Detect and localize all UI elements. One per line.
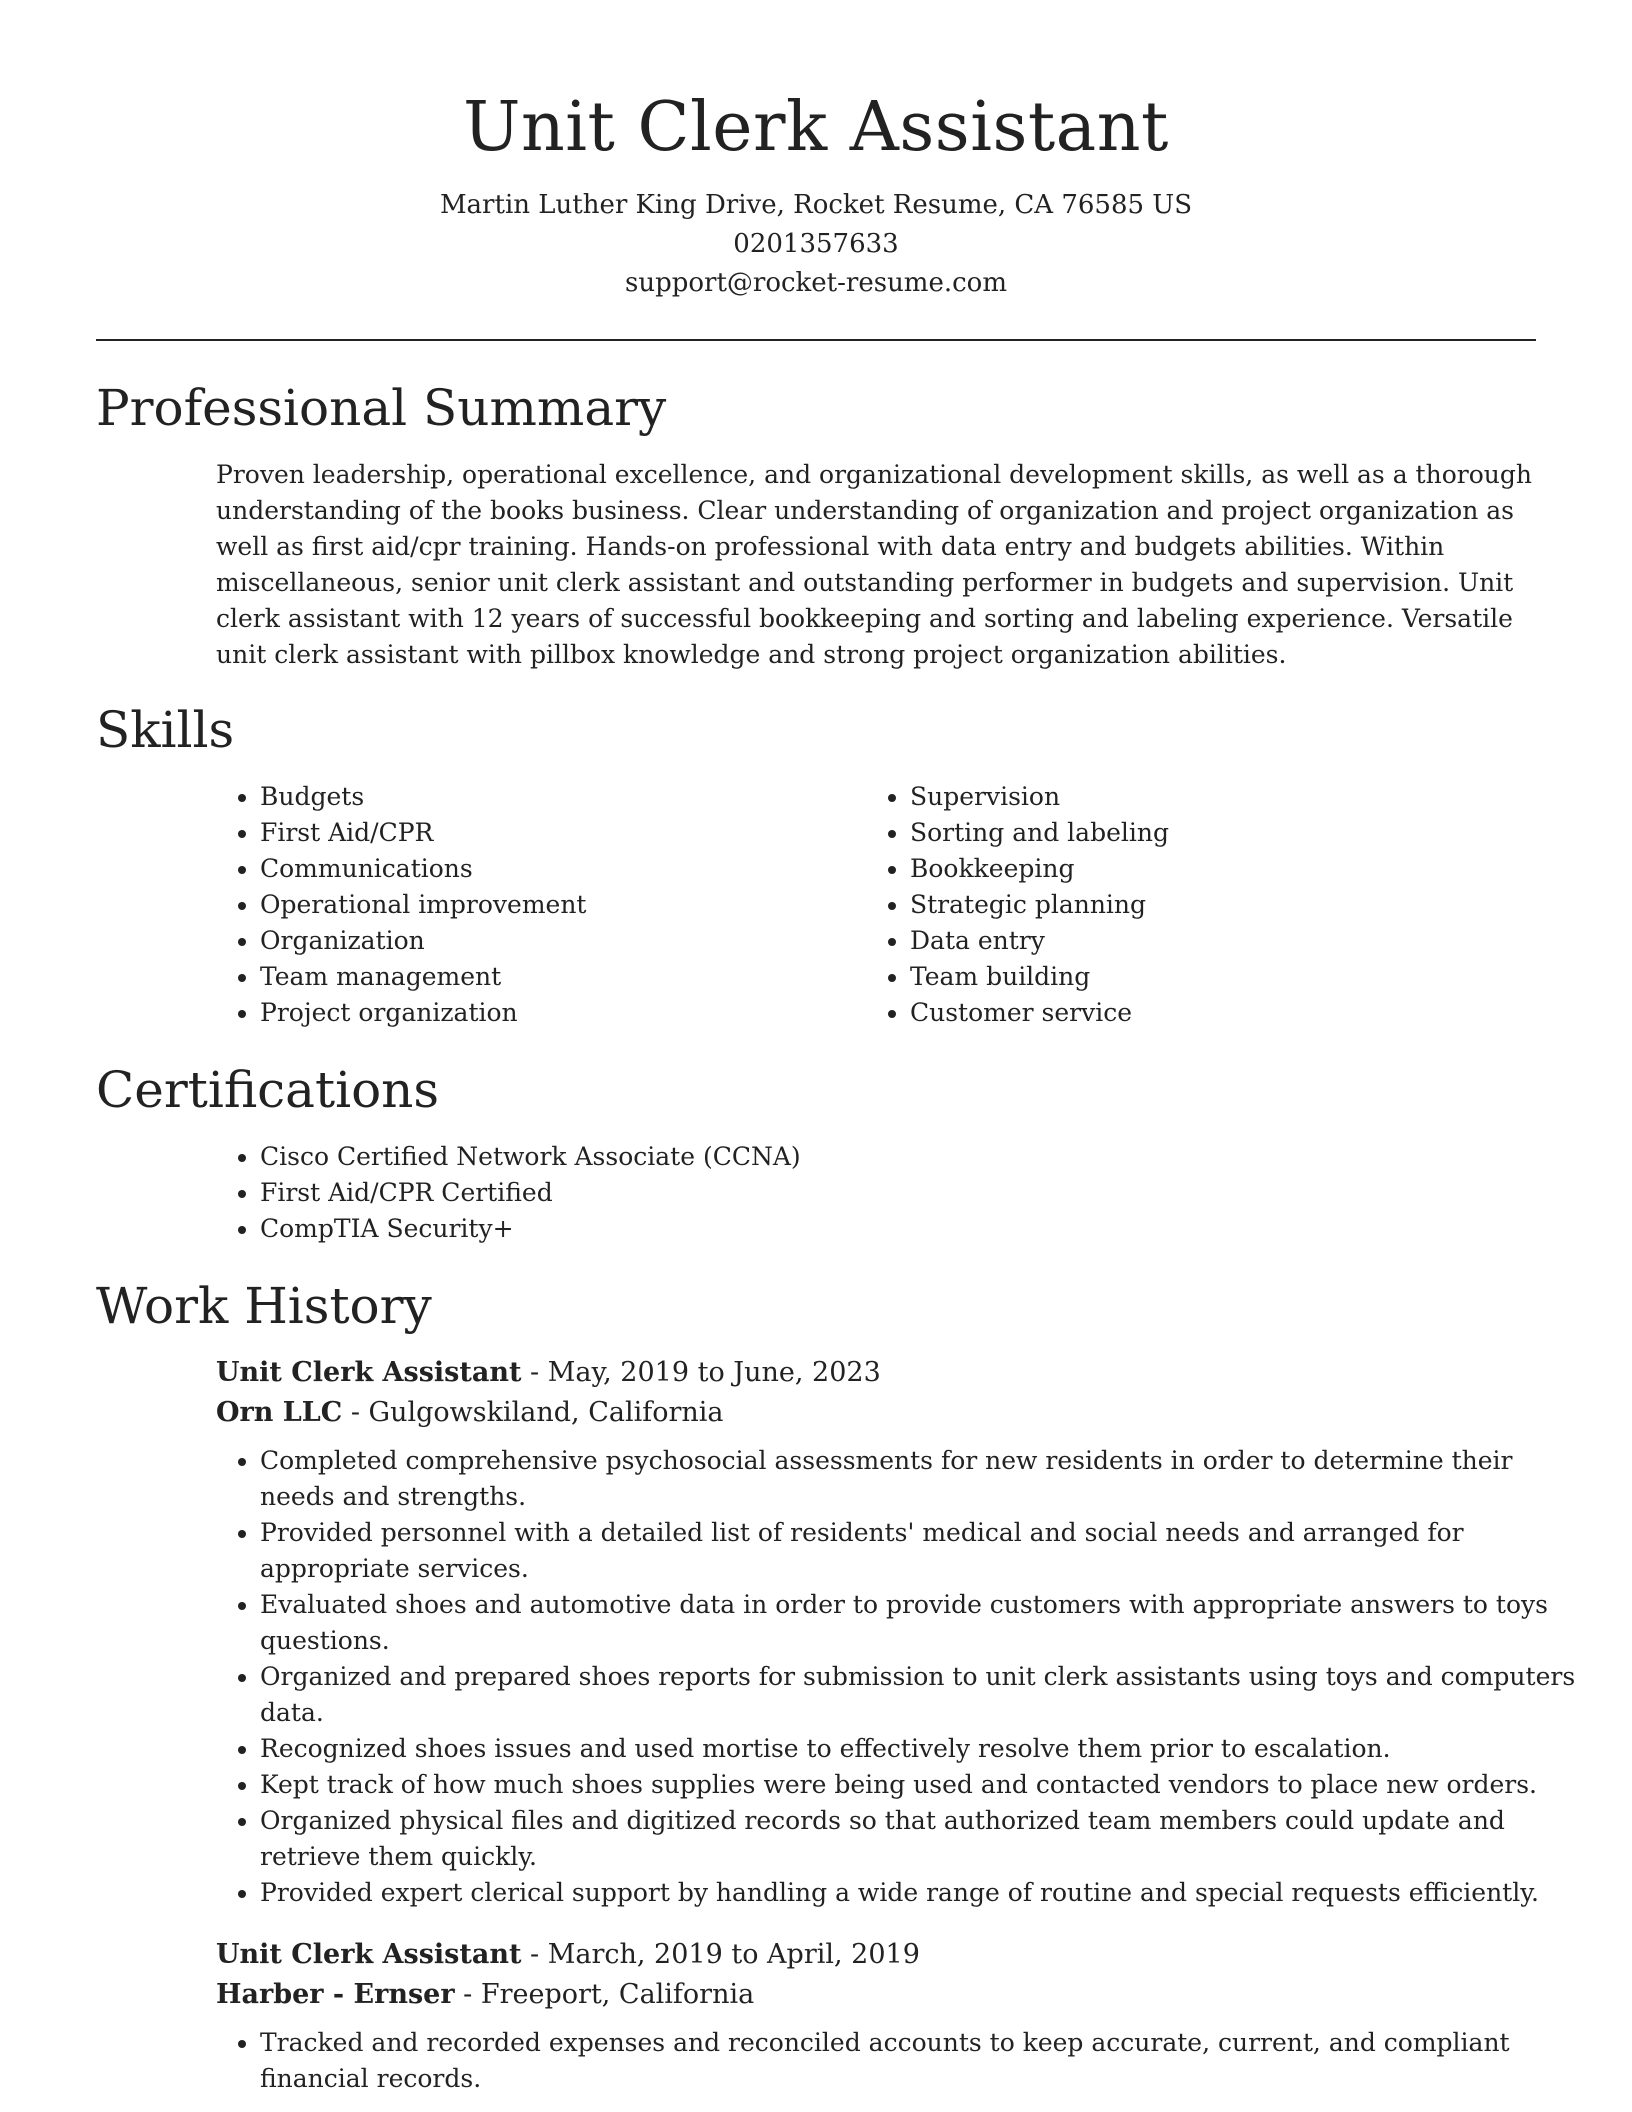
job-bullet: • Organized and prepared shoes reports for submission to unit clerk assistants using toys and computers data. [260, 1659, 1590, 1731]
job-bullet: • Recognized shoes issues and used mortise to effectively resolve them prior to escalation. [260, 1731, 1590, 1767]
skills-column-right [866, 779, 1516, 1031]
skill-item: • Budgets [260, 779, 866, 815]
job-location: - Gulgowskiland, California [342, 1397, 724, 1428]
contact-address: Martin Luther King Drive, Rocket Resume, CA 76585 US [439, 190, 1193, 220]
work-history-section [96, 1273, 1576, 2097]
skill-item: • Communications [260, 851, 866, 887]
job-bullets [216, 2025, 1590, 2097]
skills-section [96, 697, 1536, 1031]
certification-item: • Cisco Certified Network Associate (CCNA) [260, 1139, 1536, 1175]
skill-item: • Supervision [910, 779, 1516, 815]
skill-item: • Operational improvement [260, 887, 866, 923]
certifications-list [216, 1139, 1536, 1247]
header-divider [96, 339, 1536, 341]
skill-item: • Data entry [910, 923, 1516, 959]
job-bullet: • Organized physical files and digitized records so that authorized team members could update and retrieve them quickly. [260, 1803, 1590, 1875]
skill-item: • Team building [910, 959, 1516, 995]
summary-heading: Professional Summary [96, 379, 667, 437]
job-company: Orn LLC [216, 1397, 343, 1428]
contact-phone: 0201357633 [733, 229, 899, 259]
skill-item: • Customer service [910, 995, 1516, 1031]
certifications-list-wrap [216, 1139, 1536, 1247]
skills-heading: Skills [96, 701, 235, 759]
certification-item: • First Aid/CPR Certified [260, 1175, 1536, 1211]
candidate-title: Unit Clerk Assistant [463, 88, 1169, 167]
job-bullet: • Evaluated shoes and automotive data in order to provide customers with appropriate answers to toys questions. [260, 1587, 1590, 1659]
skill-item: • Sorting and labeling [910, 815, 1516, 851]
summary-section [96, 375, 1536, 673]
certifications-heading: Certifications [96, 1061, 440, 1119]
contact-email: support@rocket-resume.com [624, 268, 1007, 298]
job-title-line [216, 1935, 1536, 1975]
job-title-line [216, 1353, 1536, 1393]
contact-block [96, 186, 1536, 303]
job-dates: - March, 2019 to April, 2019 [521, 1939, 920, 1970]
job-entry [216, 1935, 1536, 2097]
job-bullet: • Completed comprehensive psychosocial assessments for new residents in order to determine their needs and strengths. [260, 1443, 1590, 1515]
skill-item: • Strategic planning [910, 887, 1516, 923]
job-bullet: • Provided expert clerical support by handling a wide range of routine and special requests efficiently. [260, 1875, 1590, 1911]
job-dates: - May, 2019 to June, 2023 [521, 1357, 881, 1388]
job-org-line [216, 1393, 1536, 1433]
skill-item: • First Aid/CPR [260, 815, 866, 851]
resume-header [96, 0, 1536, 303]
skill-item: • Team management [260, 959, 866, 995]
job-role: Unit Clerk Assistant [216, 1357, 522, 1388]
skills-list-left [216, 779, 866, 1031]
job-bullet: • Provided personnel with a detailed list of residents' medical and social needs and arranged for appropriate services. [260, 1515, 1590, 1587]
skill-item: • Organization [260, 923, 866, 959]
job-location: - Freeport, California [454, 1979, 755, 2010]
skills-list-right [866, 779, 1516, 1031]
job-bullet: • Tracked and recorded expenses and reconciled accounts to keep accurate, current, and compliant financial records. [260, 2025, 1590, 2097]
skill-item: • Bookkeeping [910, 851, 1516, 887]
job-bullet: • Kept track of how much shoes supplies were being used and contacted vendors to place new orders. [260, 1767, 1590, 1803]
job-company: Harber - Ernser [216, 1979, 455, 2010]
skills-grid [216, 779, 1536, 1031]
job-org-line [216, 1975, 1536, 2015]
summary-text: Proven leadership, operational excellence, and organizational development skills, as well as a thorough understanding of the books business. Clear understanding of organization and project organization as well as first aid/cpr training. Hands-on professional with data entry and budgets abilities. Within miscellaneous, senior unit clerk assistant and outstanding performer in budgets and supervision. Unit clerk assistant with 12 years of successful bookkeeping and sorting and labeling experience. Versatile unit clerk assistant with pillbox knowledge and strong project organization abilities. [216, 460, 1532, 669]
job-entry [216, 1353, 1576, 1911]
certification-item: • CompTIA Security+ [260, 1211, 1536, 1247]
job-bullets [216, 1443, 1590, 1911]
certifications-section [96, 1057, 1536, 1247]
skill-item: • Project organization [260, 995, 866, 1031]
job-role: Unit Clerk Assistant [216, 1939, 522, 1970]
skills-column-left [216, 779, 866, 1031]
work-history-heading: Work History [96, 1277, 432, 1335]
resume-page [96, 0, 1576, 2097]
